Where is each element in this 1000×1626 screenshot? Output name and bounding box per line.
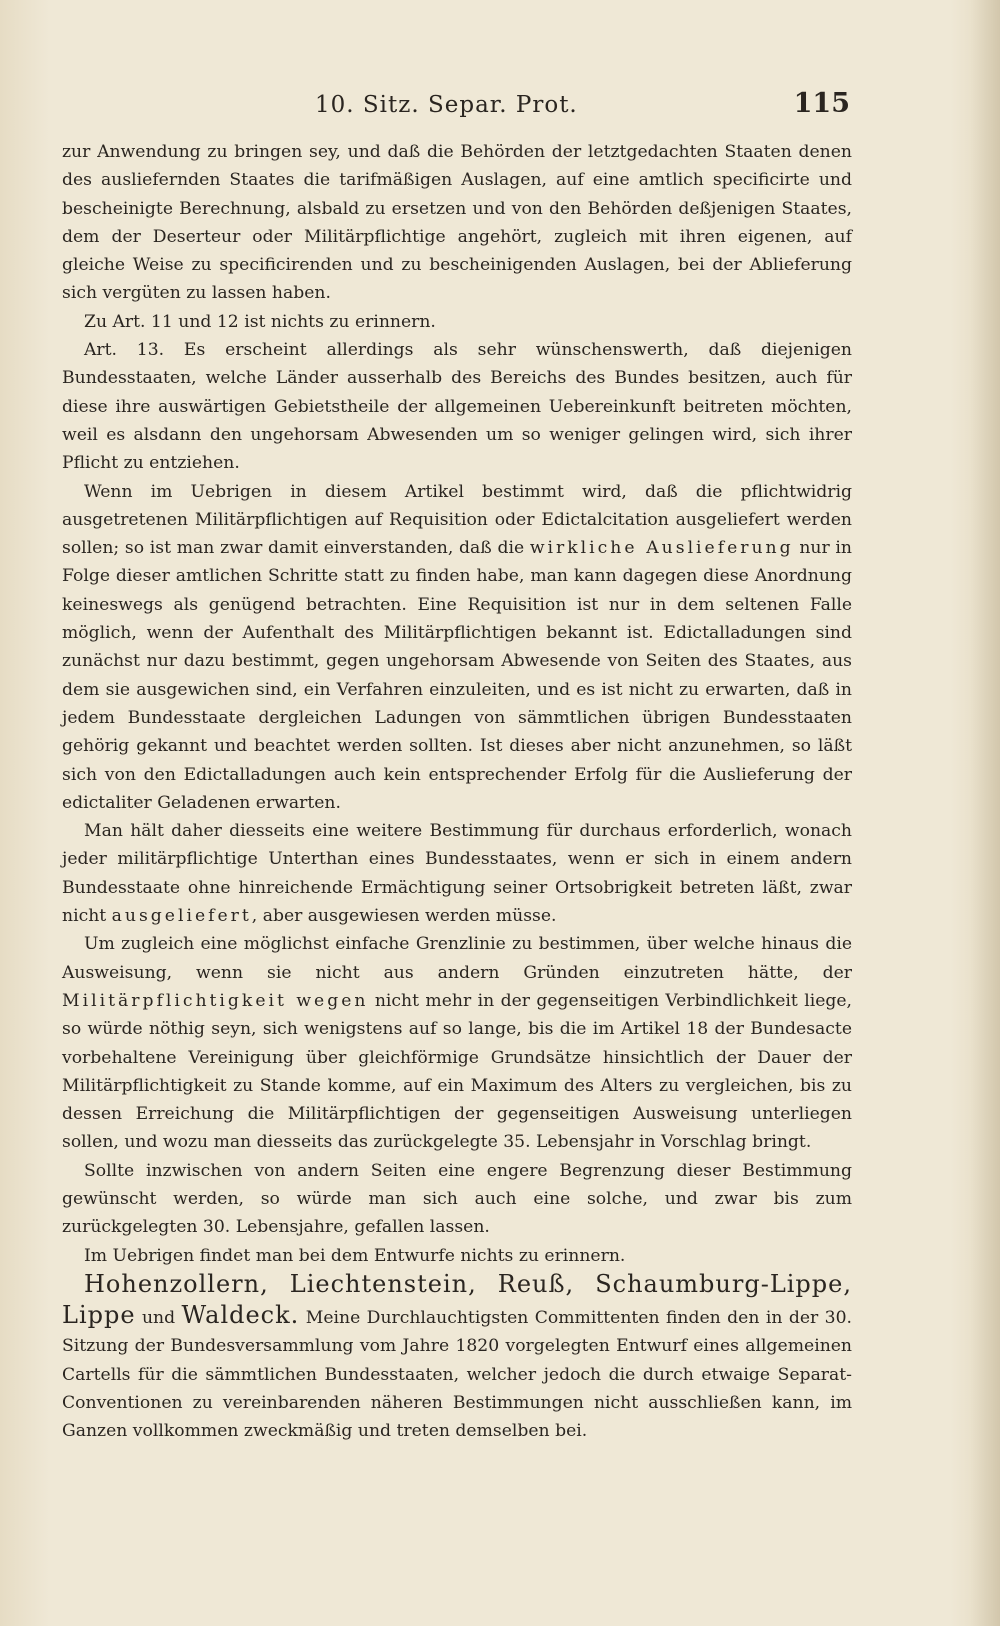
paragraph-art-11-12: Zu Art. 11 und 12 ist nichts zu erinnern. — [84, 311, 436, 332]
paragraph-ausweisung — [62, 817, 852, 930]
paragraph-continuation: zur Anwendung zu bringen sey, und daß die Behörden der letztgedachten Staaten denen des ausliefernden Staates die tarifmäßigen Auslagen, auf eine amtlich specificirte und bescheinigte Berechnung, alsbald zu ersetzen und von den Behörden deßjenigen Staates, dem der Deserteur oder Militärpflichtige angehört, zugleich mit ihren eigenen, auf gleiche Weise zu specificirenden und zu bescheinigenden Auslagen, bei der Ablieferung sich vergüten zu lassen haben. — [62, 142, 852, 304]
paragraph-engere-begrenzung: Sollte inzwischen von andern Seiten eine engere Begrenzung dieser Bestimmung gewünscht werden, so würde man sich auch eine solche, und zwar bis zum zurückgelegten 30. Lebensjahre, gefallen lassen. — [62, 1160, 852, 1238]
text-run: , aber ausgewiesen werden müsse. — [251, 906, 557, 927]
paragraph-uebrigen: Im Uebrigen findet man bei dem Entwurfe nichts zu erinnern. — [84, 1245, 626, 1266]
paragraph-grenzlinie — [62, 930, 852, 1156]
text-run: nicht mehr in der gegenseitigen Verbindlichkeit liege, so würde nöthig seyn, sich wenigstens auf so lange, bis die im Artikel 18 der Bundesacte vorbehaltene Vereinigung über gleichförmige Grundsätze hinsichtlich der Dauer der Militärpflichtigkeit zu Stande komme, auf ein Maximum des Alters zu vergleichen, bis zu dessen Erreichung die Militärpflichtigen der gegenseitigen Ausweisung unterliegen sollen, und wozu man diesseits das zurückgelegte 35. Lebensjahr in Vorschlag bringt. — [62, 990, 853, 1153]
text-run: Wenn im Uebrigen in diesem Artikel bestimmt wird, daß die pflichtwidrig ausgetretenen Militärpflichtigen auf Requisition oder Edictalcitation ausgeliefert werden sollen; so ist man zwar damit einverstanden, daß die — [62, 481, 852, 559]
text-run: Um zugleich eine möglichst einfache Grenzlinie zu bestimmen, über welche hinaus die Ausweisung, wenn sie nicht aus andern Gründen einzutreten hätte, der — [62, 934, 852, 983]
paragraph-hohenzollern — [62, 1270, 852, 1446]
text-run: nur in Folge dieser amtlichen Schritte statt zu finden habe, man kann dagegen diese Anordnung keineswegs als genügend betrachten. Eine Requisition ist nur in dem seltenen Falle möglich, wenn der Aufenthalt des Militärpflichtigen bekannt ist. Edictalladungen sind zunächst nur dazu bestimmt, gegen ungehorsam Abwesende von Seiten des Staates, aus dem sie ausgewichen sind, ein Verfahren einzuleiten, und es ist nicht zu erwarten, daß in jedem Bundesstaate dergleichen Ladungen von sämmtlichen übrigen Bundesstaaten gehörig gekannt und beachtet werden sollten. Ist dieses aber nicht anzunehmen, so läßt sich von den Edictalladungen auch kein entsprechender Erfolg für die Auslieferung der edictaliter Geladenen erwarten. — [62, 538, 852, 813]
states-heading: Waldeck. — [181, 1301, 300, 1330]
page-header — [60, 88, 850, 128]
page-edge-shadow — [970, 0, 1000, 1626]
page-body — [62, 138, 852, 1446]
page-number: 115 — [793, 88, 850, 119]
text-run: Meine Durchlauchtigsten Committenten finden den in der 30. Sitzung der Bundesversammlung vom Jahre 1820 vorgelegten Entwurf eines allgemeinen Cartells für die sämmtlichen Bundesstaaten, welcher jedoch die durch etwaige Separat-Conventionen zu vereinbarenden näheren Bestimmungen nicht ausschließen kann, im Ganzen vollkommen zweckmäßig und treten demselben bei. — [62, 1308, 852, 1442]
text-run: und — [135, 1308, 182, 1329]
states-heading: Hohenzollern, Liechtenstein, Reuß, Schaumburg-Lippe, Lippe — [62, 1269, 852, 1330]
spaced-emphasis: ausgeliefert — [111, 906, 252, 927]
running-title: 10. Sitz. Separ. Prot. — [315, 92, 578, 118]
text-run: Man hält daher diesseits eine weitere Bestimmung für durchaus erforderlich, wonach jeder militärpflichtige Unterthan eines Bundesstaates, wenn er sich in einem andern Bundesstaate ohne hinreichende Ermächtigung seiner Ortsobrigkeit betreten läßt, zwar nicht — [62, 821, 852, 927]
spaced-emphasis: wirkliche Auslieferung — [529, 538, 794, 559]
paragraph-art-13: Art. 13. Es erscheint allerdings als sehr wünschenswerth, daß diejenigen Bundesstaaten, welche Länder ausserhalb des Bereichs des Bundes besitzen, auch für diese ihre auswärtigen Gebietstheile der allgemeinen Uebereinkunft beitreten möchten, weil es alsdann den ungehorsam Abwesenden um so weniger gelingen wird, sich ihrer Pflicht zu entziehen. — [62, 340, 852, 474]
paragraph-requisition — [62, 478, 852, 818]
spaced-emphasis: Militärpflichtigkeit wegen — [62, 990, 369, 1011]
